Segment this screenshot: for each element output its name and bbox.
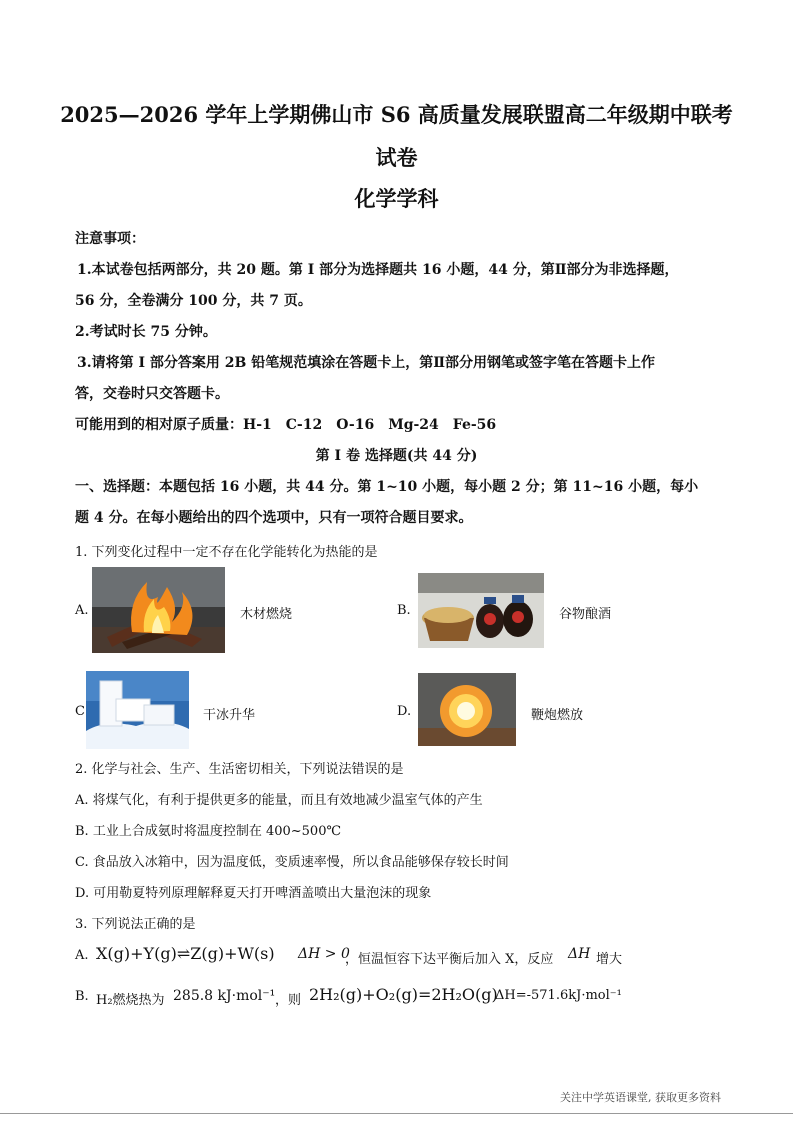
q2-stem: 2. 化学与社会、生产、生活密切相关，下列说法错误的是: [75, 762, 404, 777]
q2-option-d: D. 可用勒夏特列原理解释夏天打开啤酒盖喷出大量泡沫的现象: [75, 886, 432, 901]
q3-option-b-delta-h: ΔH=-571.6kJ·mol⁻¹: [495, 988, 622, 1003]
q1-option-c-label: C: [75, 704, 85, 719]
notice-item3-line2: 答，交卷时只交答题卡。: [75, 386, 229, 402]
q3-option-a-end: 增大: [596, 952, 623, 967]
q3-option-a-label: A.: [75, 948, 89, 963]
q3-option-b-start: H₂燃烧热为: [96, 993, 165, 1008]
dry-ice-image: [86, 671, 189, 749]
campfire-image: [92, 567, 225, 653]
q3-option-a-delta-h: ΔH > 0: [298, 946, 350, 962]
dry-ice-icon: [86, 671, 189, 749]
notice-item1-line2: 56 分，全卷满分 100 分，共 7 页。: [75, 293, 312, 309]
page-bottom-divider: [0, 1113, 793, 1114]
section1-title: 第 I 卷 选择题(共 44 分): [315, 448, 478, 464]
q1-option-c-text: 干冰升华: [203, 708, 256, 723]
q1-stem: 1. 下列变化过程中一定不存在化学能转化为热能的是: [75, 545, 378, 560]
q3-option-a-delta-h2: ΔH: [568, 946, 591, 962]
q3-option-b-value: 285.8 kJ·mol⁻¹: [173, 988, 276, 1004]
atomic-mass-line: 可能用到的相对原子质量：H-1 C-12 O-16 Mg-24 Fe-56: [75, 417, 497, 433]
q3-option-b-equation: 2H₂(g)+O₂(g)=2H₂O(g): [309, 985, 498, 1004]
q1-option-a-label: A.: [75, 603, 89, 618]
firecracker-image: [418, 673, 516, 746]
exam-title-line1: 2025—2026 学年上学期佛山市 S6 高质量发展联盟高二年级期中联考: [60, 102, 733, 127]
notice-heading: 注意事项：: [75, 231, 145, 247]
q3-option-a-equation: X(g)+Y(g)⇌Z(g)+W(s): [96, 944, 275, 963]
notice-item1-line1: 1.本试卷包括两部分，共 20 题。第 I 部分为选择题共 16 小题，44 分，第Ⅱ部分为非选择题，: [77, 262, 679, 278]
notice-item3-line1: 3.请将第 I 部分答案用 2B 铅笔规范填涂在答题卡上，第Ⅱ部分用钢笔或签字笔在答题卡上作: [77, 355, 656, 371]
q1-option-b-text: 谷物酿酒: [559, 607, 612, 622]
section1-desc-line2: 题 4 分。在每小题给出的四个选项中，只有一项符合题目要求。: [75, 510, 473, 526]
exam-title-line2: 试卷: [375, 145, 418, 170]
q1-option-a-text: 木材燃烧: [240, 607, 293, 622]
footer-note: 关注中学英语课堂, 获取更多资料: [560, 1091, 721, 1104]
q2-option-b: B. 工业上合成氨时将温度控制在 400~500℃: [75, 824, 342, 839]
subject-title: 化学学科: [354, 186, 439, 211]
q1-option-b-label: B.: [397, 603, 411, 618]
notice-item2: 2.考试时长 75 分钟。: [75, 324, 217, 340]
q1-option-d-label: D.: [397, 704, 412, 719]
q1-option-d-text: 鞭炮燃放: [531, 708, 584, 723]
q3-option-b-mid: ，则: [275, 993, 302, 1008]
q3-stem: 3. 下列说法正确的是: [75, 917, 196, 932]
q3-option-b-label: B.: [75, 989, 89, 1004]
q2-option-a: A. 将煤气化，有利于提供更多的能量，而且有效地减少温室气体的产生: [75, 793, 483, 808]
grain-wine-image: [418, 573, 544, 648]
section1-desc-line1: 一、选择题：本题包括 16 小题，共 44 分。第 1~10 小题，每小题 2 分；第 11~16 小题，每小: [75, 479, 699, 495]
q3-option-a-condition: ，恒温恒容下达平衡后加入 X，反应: [345, 952, 554, 967]
campfire-icon: [92, 567, 225, 653]
wine-jars-icon: [418, 573, 544, 648]
explosion-icon: [418, 673, 516, 746]
q2-option-c: C. 食品放入冰箱中，因为温度低，变质速率慢，所以食品能够保存较长时间: [75, 855, 509, 870]
